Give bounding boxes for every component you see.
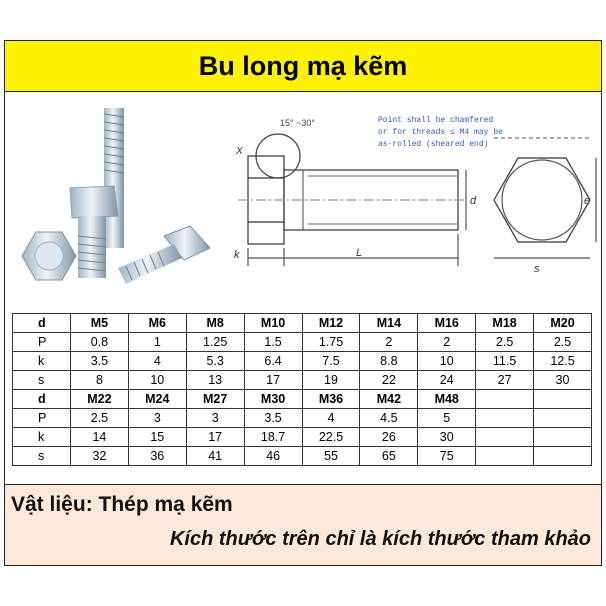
value-cell: 22.5 [302,428,360,447]
table-row [13,447,592,466]
footer-panel [4,484,602,566]
row-label: d [13,390,71,409]
size-cell: M18 [476,314,534,333]
size-cell: M27 [186,390,244,409]
s-label: s [534,263,540,275]
value-cell: 19 [302,371,360,390]
value-cell: 65 [360,447,418,466]
size-cell [534,390,592,409]
bolt-photo [14,108,218,298]
size-cell: M42 [360,390,418,409]
value-cell: 1.25 [186,333,244,352]
value-cell: 0.8 [71,333,129,352]
value-cell: 8 [71,371,129,390]
value-cell: 11.5 [476,352,534,371]
value-cell: 1.75 [302,333,360,352]
angle-label: 15° ~30° [280,118,315,128]
size-cell [476,390,534,409]
size-cell: M10 [244,314,302,333]
value-cell: 30 [534,371,592,390]
value-cell [534,447,592,466]
size-cell: M6 [128,314,186,333]
value-cell: 17 [186,428,244,447]
value-cell: 2.5 [71,409,129,428]
note-line-2: or for threads ≤ M4 may be [378,128,503,137]
value-cell: 22 [360,371,418,390]
size-cell: M16 [418,314,476,333]
row-label: k [13,352,71,371]
reference-note: Kích thước trên chỉ là kích thước tham khảo [169,528,591,550]
L-label: L [356,247,363,259]
size-cell: M22 [71,390,129,409]
bolt-lying [118,226,210,284]
table-row [13,428,592,447]
value-cell: 13 [186,371,244,390]
size-cell: M30 [244,390,302,409]
row-label: k [13,428,71,447]
material-text: Vật liệu: Thép mạ kẽm [11,493,233,516]
value-cell: 5 [418,409,476,428]
value-cell: 41 [186,447,244,466]
row-label: s [13,371,71,390]
value-cell: 17 [244,371,302,390]
value-cell: 26 [360,428,418,447]
value-cell: 4 [302,409,360,428]
size-cell: M12 [302,314,360,333]
value-cell: 7.5 [302,352,360,371]
d-label: d [470,195,477,207]
value-cell [476,409,534,428]
value-cell: 6.4 [244,352,302,371]
value-cell: 1.5 [244,333,302,352]
value-cell: 10 [128,371,186,390]
note-line-1: Point shall be chamfered [378,116,494,125]
value-cell: 18.7 [244,428,302,447]
value-cell [534,409,592,428]
x-label: X [236,146,243,157]
size-cell: M5 [71,314,129,333]
size-cell: M24 [128,390,186,409]
value-cell: 12.5 [534,352,592,371]
value-cell: 55 [302,447,360,466]
table-row [13,333,592,352]
size-cell: M36 [302,390,360,409]
title-banner [4,40,602,92]
value-cell: 30 [418,428,476,447]
value-cell: 5.3 [186,352,244,371]
value-cell: 75 [418,447,476,466]
value-cell: 15 [128,428,186,447]
table-row [13,371,592,390]
value-cell: 4 [128,352,186,371]
value-cell: 36 [128,447,186,466]
value-cell: 3 [186,409,244,428]
value-cell: 4.5 [360,409,418,428]
size-cell: M20 [534,314,592,333]
spec-table [12,313,592,466]
value-cell: 2 [360,333,418,352]
bolt-tall [104,108,124,248]
value-cell: 46 [244,447,302,466]
value-cell: 8.8 [360,352,418,371]
table-header-row [13,390,592,409]
value-cell [476,447,534,466]
value-cell: 3 [128,409,186,428]
page-title: Bu long mạ kẽm [198,50,408,81]
value-cell [534,428,592,447]
size-cell: M48 [418,390,476,409]
value-cell: 2 [418,333,476,352]
row-label: s [13,447,71,466]
value-cell: 1 [128,333,186,352]
value-cell: 24 [418,371,476,390]
size-cell: M8 [186,314,244,333]
value-cell: 14 [71,428,129,447]
table-header-row [13,314,592,333]
table-row [13,352,592,371]
size-cell: M14 [360,314,418,333]
value-cell: 2.5 [534,333,592,352]
value-cell: 3.5 [71,352,129,371]
k-label: k [234,249,240,261]
table-row [13,409,592,428]
note-line-3: as-rolled (sheared end) [378,140,489,149]
bolt-technical-drawing [228,108,602,278]
value-cell: 2.5 [476,333,534,352]
e-label: e [584,195,591,207]
row-label: d [13,314,71,333]
value-cell: 3.5 [244,409,302,428]
value-cell: 10 [418,352,476,371]
row-label: P [13,333,71,352]
value-cell: 32 [71,447,129,466]
value-cell [476,428,534,447]
row-label: P [13,409,71,428]
value-cell: 27 [476,371,534,390]
